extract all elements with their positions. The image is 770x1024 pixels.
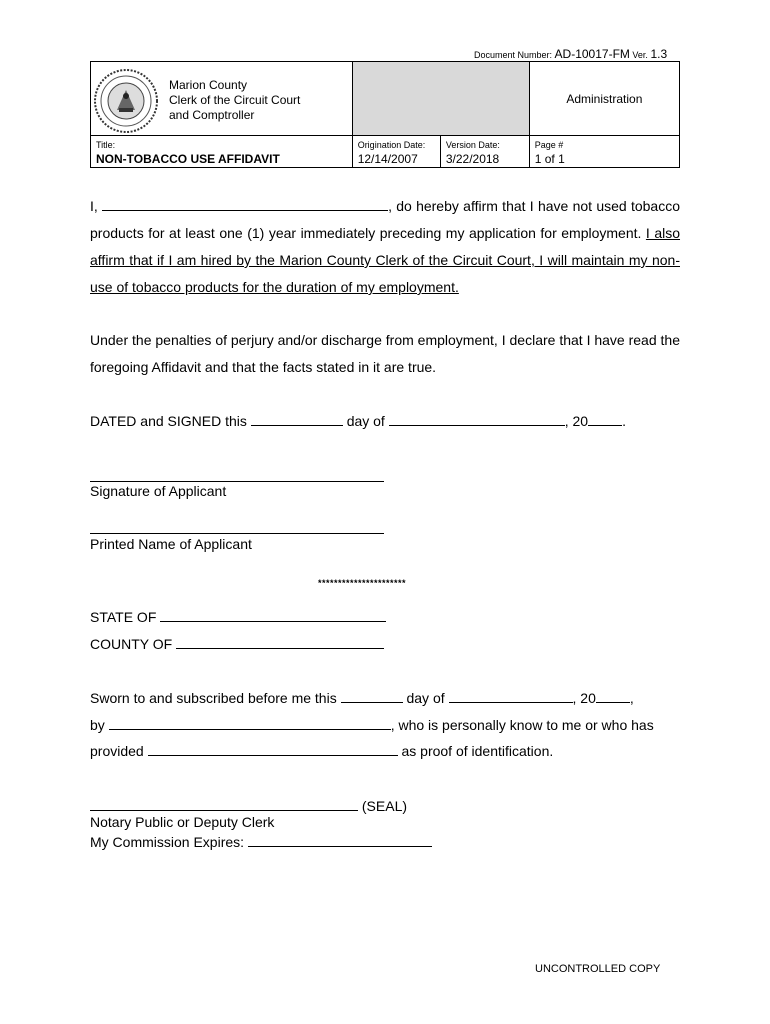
notary-signature-blank[interactable] (90, 796, 358, 811)
notary-signature-line (90, 796, 407, 814)
version-label: Ver. (632, 50, 648, 60)
commission-line (90, 832, 432, 850)
version-date-cell (440, 136, 529, 168)
county-blank[interactable] (176, 634, 384, 649)
doc-number-value: AD-10017-FM (554, 47, 630, 61)
county-label: COUNTY OF (90, 636, 173, 652)
sworn-year-blank[interactable] (596, 688, 630, 703)
sworn-year-prefix: , 20 (572, 690, 596, 706)
state-label: STATE OF (90, 609, 157, 625)
county-line (90, 634, 384, 652)
page-label: Page # (534, 140, 564, 150)
version-value: 1.3 (650, 47, 668, 61)
county-seal-icon (93, 68, 159, 134)
form-title: NON-TOBACCO USE AFFIDAVIT (96, 152, 280, 166)
provided-label: provided (90, 743, 144, 759)
org-line-3: and Comptroller (169, 108, 255, 122)
document-header-table (90, 61, 680, 168)
org-cell (91, 62, 353, 136)
document-number (474, 47, 667, 61)
perjury-paragraph: Under the penalties of perjury and/or discharge from employment, I declare that I have read the foregoing Affidavit and that the facts stated in it are true. (90, 332, 680, 375)
by-label: by (90, 717, 105, 733)
year-blank[interactable] (588, 411, 622, 426)
month-blank[interactable] (389, 411, 565, 426)
affirm-start: I, (90, 198, 98, 214)
org-line-1: Marion County (169, 78, 248, 92)
comma: , (629, 690, 634, 706)
provided-line (90, 741, 553, 759)
sworn-label: Sworn to and subscribed before me this (90, 690, 337, 706)
dated-signed-line (90, 411, 626, 429)
commission-label: My Commission Expires: (90, 834, 245, 850)
sworn-month-blank[interactable] (449, 688, 573, 703)
state-line (90, 607, 386, 625)
department-cell: Administration (529, 62, 679, 136)
day-of-label: day of (346, 413, 385, 429)
applicant-name-blank[interactable] (102, 196, 388, 211)
origination-label: Origination Date: (357, 140, 426, 150)
org-line-2: Clerk of the Circuit Court (169, 93, 301, 107)
separator-stars: ********************** (318, 578, 407, 588)
state-blank[interactable] (160, 607, 386, 622)
page-value: 1 of 1 (534, 152, 565, 166)
affirm-text: , do hereby affirm that I have not used tobacco products for at least one (1) year immediately preceding my application for employment. (90, 198, 680, 241)
provided-blank[interactable] (148, 741, 398, 756)
affirmation-paragraph (90, 193, 680, 301)
sworn-line (90, 688, 634, 706)
period: . (622, 413, 626, 429)
commission-blank[interactable] (248, 832, 432, 847)
by-blank[interactable] (109, 715, 391, 730)
origination-cell (352, 136, 440, 168)
sworn-day-blank[interactable] (341, 688, 403, 703)
notary-label: Notary Public or Deputy Clerk (90, 814, 275, 830)
printed-name-line[interactable] (90, 533, 384, 534)
dated-label: DATED and SIGNED this (90, 413, 247, 429)
page-cell (529, 136, 679, 168)
by-text: , who is personally know to me or who has (390, 717, 654, 733)
uncontrolled-copy-footer: UNCONTROLLED COPY (535, 963, 661, 975)
day-blank[interactable] (251, 411, 343, 426)
doc-number-label: Document Number: (474, 50, 553, 60)
printed-name-label: Printed Name of Applicant (90, 536, 252, 552)
provided-text: as proof of identification. (401, 743, 554, 759)
origination-date: 12/14/2007 (357, 152, 418, 166)
signature-line[interactable] (90, 481, 384, 482)
by-line (90, 715, 654, 733)
sworn-day-of-label: day of (406, 690, 445, 706)
year-prefix: , 20 (564, 413, 589, 429)
version-date-label: Version Date: (445, 140, 500, 150)
signature-label: Signature of Applicant (90, 483, 227, 499)
title-cell (91, 136, 353, 168)
affirm-underlined-text: I also affirm that if I am hired by the Marion County Clerk of the Circuit Court, I will maintain my non-use of tobacco products for the duration of my employment. (90, 225, 681, 295)
seal-label: (SEAL) (361, 798, 408, 814)
version-date: 3/22/2018 (445, 152, 500, 166)
blank-shaded-cell (352, 62, 529, 136)
title-label: Title: (96, 140, 116, 150)
